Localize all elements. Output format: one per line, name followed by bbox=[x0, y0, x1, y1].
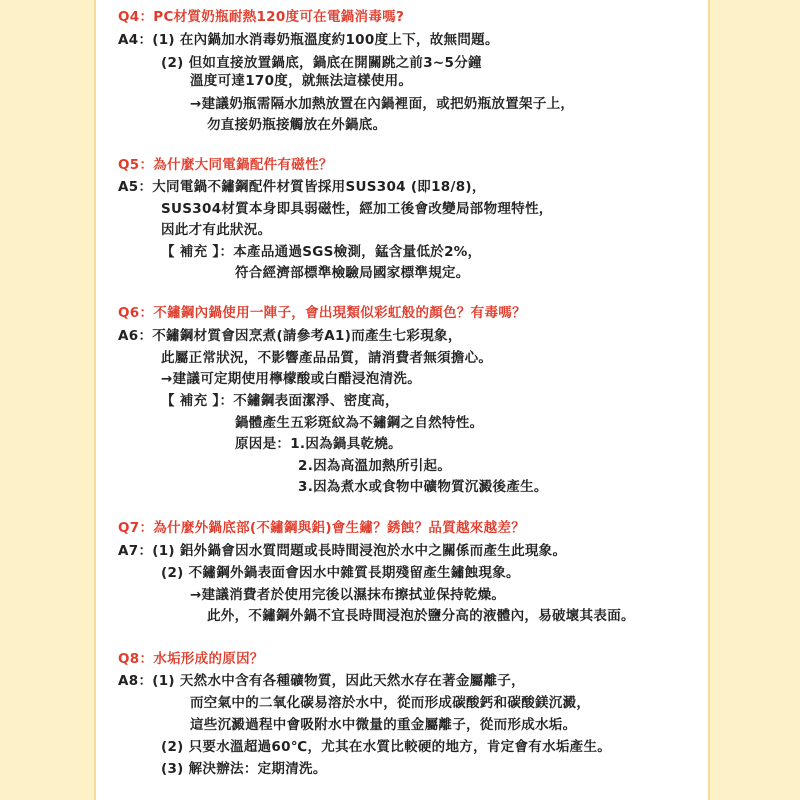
faq-answer-line: 而空氣中的二氧化碳易溶於水中，從而形成碳酸鈣和碳酸鎂沉澱， bbox=[190, 695, 591, 711]
faq-answer-line: 符合經濟部標準檢驗局國家標準規定。 bbox=[235, 265, 470, 281]
faq-question-q8: Q8：水垢形成的原因？ bbox=[118, 651, 264, 667]
faq-answer-line: A5：大同電鍋不鏽鋼配件材質皆採用SUS304 (即18/8)， bbox=[118, 179, 486, 195]
faq-answer-line: 此屬正常狀況，不影響產品品質，請消費者無須擔心。 bbox=[161, 350, 493, 366]
faq-answer-line: 【 補充 】：本產品通過SGS檢測，錳含量低於2%， bbox=[161, 244, 482, 260]
faq-answer-line: (2) 但如直接放置鍋底，鍋底在開關跳之前3~5分鐘 bbox=[161, 55, 482, 71]
faq-answer-line: 2.因為高溫加熱所引起。 bbox=[298, 458, 452, 474]
faq-answer-line: 溫度可達170度，就無法這樣使用。 bbox=[190, 73, 413, 89]
faq-answer-line: A8：(1) 天然水中含有各種礦物質，因此天然水存在著金屬離子， bbox=[118, 673, 525, 689]
faq-answer-line: (2) 只要水溫超過60℃，尤其在水質比較硬的地方，肯定會有水垢產生。 bbox=[161, 739, 612, 755]
faq-answer-line: →建議消費者於使用完後以濕抹布擦拭並保持乾燥。 bbox=[190, 587, 506, 603]
faq-answer-line: A6：不鏽鋼材質會因烹煮(請參考A1)而產生七彩現象， bbox=[118, 328, 462, 344]
faq-question-q6: Q6：不鏽鋼內鍋使用一陣子，會出現類似彩虹般的顏色？有毒嗎？ bbox=[118, 305, 526, 321]
faq-answer-line: A4：(1) 在內鍋加水消毒奶瓶溫度約100度上下，故無問題。 bbox=[118, 32, 499, 48]
faq-answer-line: 勿直接奶瓶接觸放在外鍋底。 bbox=[207, 117, 387, 133]
faq-answer-line: 【 補充 】：不鏽鋼表面潔淨、密度高， bbox=[161, 393, 399, 409]
faq-answer-line: SUS304材質本身即具弱磁性，經加工後會改變局部物理特性， bbox=[161, 201, 553, 217]
faq-question-q7: Q7：為什麼外鍋底部(不鏽鋼與鋁)會生鏽？銹蝕？品質越來越差？ bbox=[118, 520, 526, 536]
faq-answer-line: 原因是：1.因為鍋具乾燒。 bbox=[235, 436, 402, 452]
faq-answer-line: 這些沉澱過程中會吸附水中微量的重金屬離子，從而形成水垢。 bbox=[190, 717, 577, 733]
faq-answer-line: 鍋體產生五彩斑紋為不鏽鋼之自然特性。 bbox=[235, 415, 484, 431]
faq-answer-line: 此外，不鏽鋼外鍋不宜長時間浸泡於鹽分高的液體內，易破壞其表面。 bbox=[207, 608, 635, 624]
faq-question-q4: Q4：PC材質奶瓶耐熱120度可在電鍋消毒嗎? bbox=[118, 9, 405, 25]
faq-answer-line: →建議奶瓶需隔水加熱放置在內鍋裡面，或把奶瓶放置架子上， bbox=[190, 96, 575, 112]
faq-question-q5: Q5：為什麼大同電鍋配件有磁性？ bbox=[118, 157, 333, 173]
faq-answer-line: A7：(1) 鋁外鍋會因水質問題或長時間浸泡於水中之關係而產生此現象。 bbox=[118, 543, 567, 559]
faq-answer-line: 因此才有此狀況。 bbox=[161, 222, 272, 238]
faq-answer-line: (2) 不鏽鋼外鍋表面會因水中雜質長期殘留產生鏽蝕現象。 bbox=[161, 565, 520, 581]
faq-answer-line: →建議可定期使用檸檬酸或白醋浸泡清洗。 bbox=[161, 371, 422, 387]
faq-answer-line: (3) 解決辦法：定期清洗。 bbox=[161, 761, 327, 777]
faq-answer-line: 3.因為煮水或食物中礦物質沉澱後產生。 bbox=[298, 479, 548, 495]
